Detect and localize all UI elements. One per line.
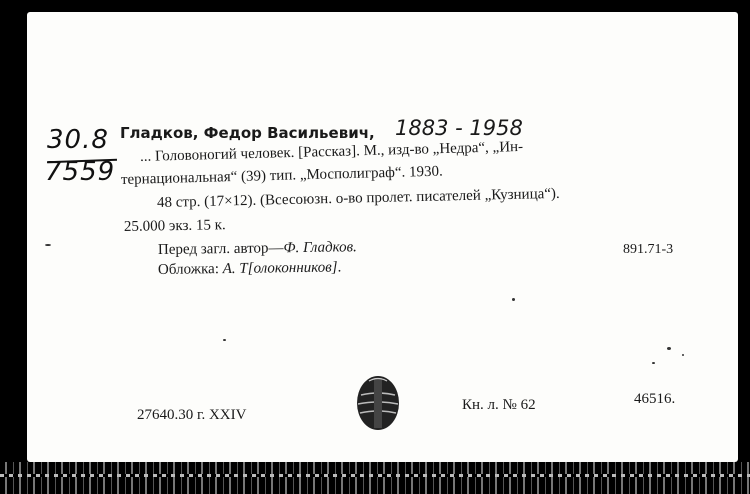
scan-speck (652, 362, 655, 364)
note-line (158, 239, 357, 259)
print-run-line: 25.000 экз. 15 к. (123, 217, 226, 235)
footer-card-number: 46516. (634, 391, 676, 407)
library-stamp-icon (355, 373, 401, 431)
cover-line (158, 259, 342, 279)
cover-prefix: Обложка: (157, 261, 223, 278)
scan-speck (682, 354, 684, 356)
cover-suffix: . (337, 259, 342, 276)
shelfmark-top: 30.8 (47, 125, 109, 155)
note-author: Ф. Гладков. (283, 239, 357, 257)
catalog-card (27, 12, 738, 462)
scan-speck (223, 339, 226, 341)
author-dates: 1883 - 1958 (395, 116, 523, 140)
note-prefix: Перед загл. автор— (157, 240, 284, 258)
collation-line: 48 стр. (17×12). (Всесоюзн. о-во пролет. писателей „Кузница“). (156, 185, 560, 211)
shelfmark-bottom: 7559 (45, 157, 116, 187)
footer-print-order: 27640.30 г. XXIV (137, 407, 247, 423)
scan-speck (667, 347, 671, 350)
class-number: 891.71-3 (623, 242, 674, 257)
scan-border (0, 462, 750, 494)
scan-border-line (0, 474, 750, 477)
scan-speck (512, 298, 515, 301)
cover-artist: А. Т[олоконников] (222, 259, 338, 278)
title-line: ... Головоногий человек. [Рассказ]. М., изд-во „Недра“, „Ин- (139, 138, 524, 165)
scan-speck (45, 244, 51, 246)
publisher-line: тернациональная“ (39) тип. „Мосполиграф“. 1930. (120, 163, 443, 188)
author-heading: Гладков, Федор Васильевич, (120, 124, 375, 142)
footer-chronicle-number: Кн. л. № 62 (462, 397, 536, 413)
